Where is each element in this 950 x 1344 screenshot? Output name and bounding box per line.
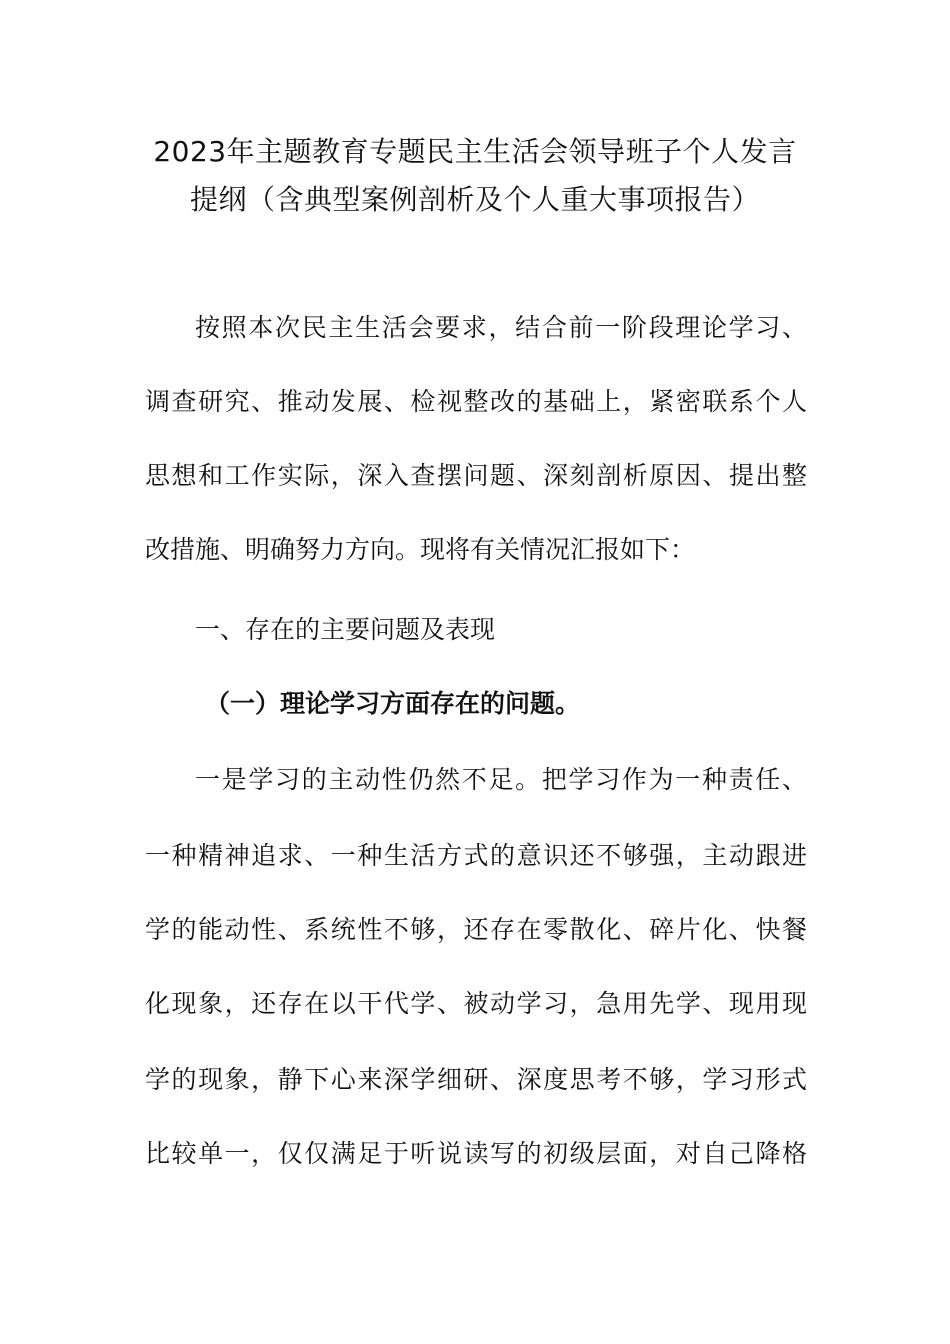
document-title-line-2: 提纲（含典型案例剖析及个人重大事项报告）: [189, 183, 760, 216]
body-paragraph-line: 化现象，还存在以干代学、被动学习，急用先学、现用现: [145, 989, 807, 1018]
intro-paragraph-line: 思想和工作实际，深入查摆问题、深刻剖析原因、提出整: [145, 461, 807, 490]
body-paragraph-line: 学的现象，静下心来深学细研、深度思考不够，学习形式: [145, 1065, 807, 1094]
section-heading: 一、存在的主要问题及表现: [195, 615, 496, 644]
body-paragraph-line: 一是学习的主动性仍然不足。把学习作为一种责任、: [195, 765, 807, 794]
intro-paragraph-line: 改措施、明确努力方向。现将有关情况汇报如下：: [145, 535, 696, 564]
intro-paragraph-line: 调查研究、推动发展、检视整改的基础上，紧密联系个人: [145, 387, 807, 416]
body-paragraph-line: 比较单一，仅仅满足于听说读写的初级层面，对自己降格: [145, 1139, 807, 1168]
body-paragraph-line: 一种精神追求、一种生活方式的意识还不够强，主动跟进: [145, 841, 807, 870]
intro-paragraph-line: 按照本次民主生活会要求，结合前一阶段理论学习、: [195, 313, 807, 342]
subsection-heading: （一）理论学习方面存在的问题。: [205, 689, 581, 718]
body-paragraph-line: 学的能动性、系统性不够，还存在零散化、碎片化、快餐: [145, 915, 807, 944]
document-title-line-1: 2023年主题教育专题民主生活会领导班子个人发言: [153, 135, 797, 168]
